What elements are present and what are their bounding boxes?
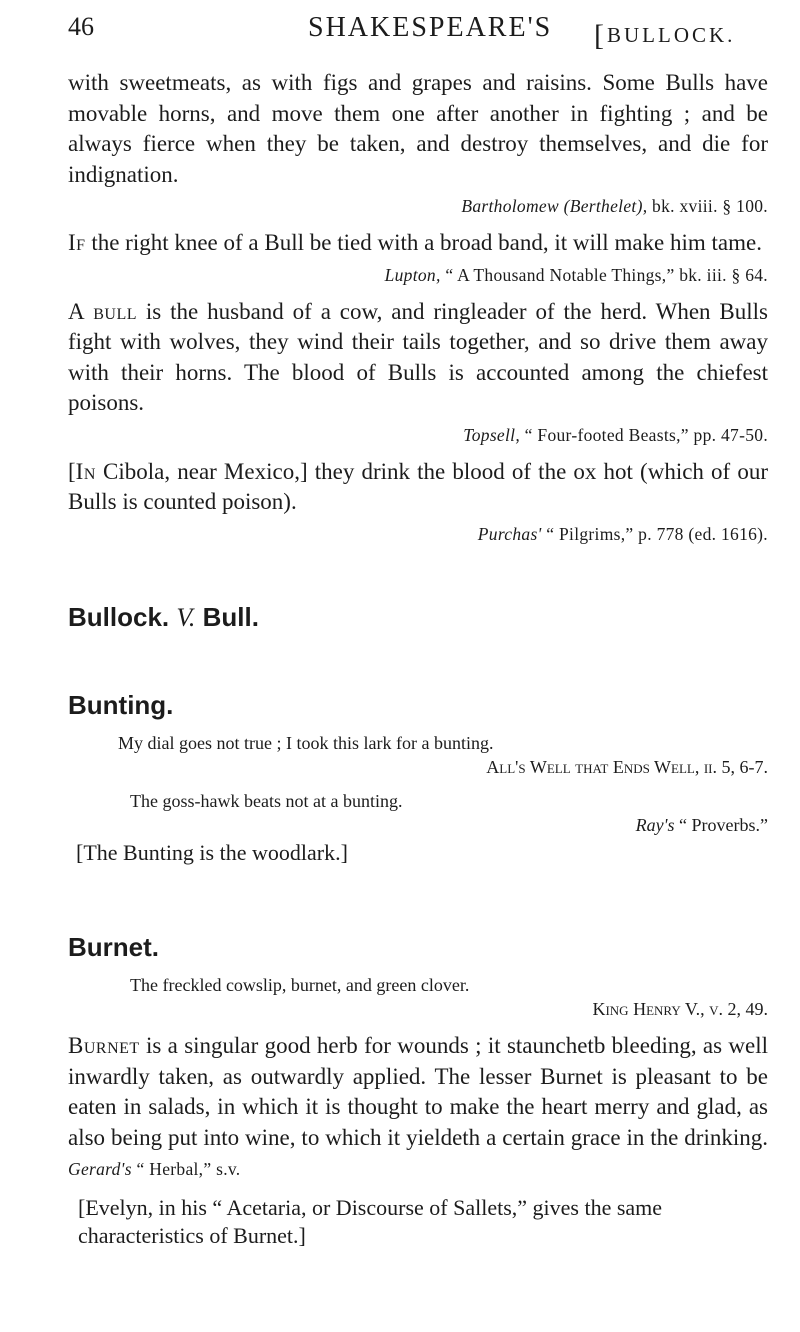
bunting-entry [68, 690, 768, 867]
page-number: 46 [68, 12, 94, 41]
running-title: SHAKESPEARE'S [308, 12, 553, 43]
running-head [68, 12, 768, 52]
bull-citation-4: Purchas' “ Pilgrims,” p. 778 (ed. 1616). [477, 523, 768, 544]
bull-citation-2: Lupton, “ A Thousand Notable Things,” bk. iii. § 64. [384, 264, 768, 285]
burnet-entry [68, 932, 768, 1250]
section-key: [BULLOCK. [594, 19, 736, 52]
bull-citation-1: Bartholomew (Berthelet), bk. xviii. § 100. [461, 196, 768, 216]
bullock-entry [68, 602, 768, 633]
bullock-heading: Bullock. V. Bull. [68, 602, 259, 632]
burnet-heading: Burnet. [68, 932, 159, 962]
burnet-quote-1-source: King Henry V., v. 2, 49. [592, 999, 768, 1019]
bunting-quote-1-source: All's Well that Ends Well, ii. 5, 6-7. [486, 757, 768, 777]
bull-paragraph-1: with sweetmeats, as with figs and grapes and raisins. Some Bulls have movable horns, and move them one after another in fighting ; and be always fierce when they be taken, and destroy themselves, and die for indignation. [68, 70, 768, 187]
burnet-note: [Evelyn, in his “ Acetaria, or Discourse of Sallets,” gives the same characteristics of Burnet.] [78, 1194, 663, 1248]
bull-paragraph-4: [In Cibola, near Mexico,] they drink the blood of the ox hot (which of our Bulls is counted poison). [68, 458, 768, 514]
burnet-paragraph-1: Burnet is a singular good herb for wounds ; it staunchetb bleeding, as well inwardly taken, as outwardly applied. The lesser Burnet is pleasant to be eaten in salads, in which it is thought to make the heart merry and glad, as also being put into wine, to which it yieldeth a certain grace in the drinking. Gerard's “ Herbal,” s.v. [68, 1033, 768, 1179]
bunting-note: [The Bunting is the woodlark.] [76, 840, 348, 865]
bunting-quote-2-source: Ray's “ Proverbs.” [635, 815, 768, 835]
burnet-citation-1: Gerard's “ Herbal,” s.v. [68, 1159, 241, 1179]
bull-citation-3: Topsell, “ Four-footed Beasts,” pp. 47-50. [463, 424, 768, 445]
bunting-quote-2: The goss-hawk beats not at a bunting. [130, 791, 403, 811]
bull-paragraph-2: If the right knee of a Bull be tied with a broad band, it will make him tame. [68, 230, 762, 255]
bull-entry-continued [68, 68, 768, 546]
bull-paragraph-3: A bull is the husband of a cow, and ringleader of the herd. When Bulls fight with wolves, they wind their tails together, and so drive them away with their horns. The blood of Bulls is accounted among the chiefest poisons. [68, 298, 768, 415]
bunting-heading: Bunting. [68, 690, 174, 720]
burnet-quote-1: The freckled cowslip, burnet, and green clover. [130, 975, 470, 995]
bunting-quote-1: My dial goes not true ; I took this lark for a bunting. [118, 733, 494, 753]
